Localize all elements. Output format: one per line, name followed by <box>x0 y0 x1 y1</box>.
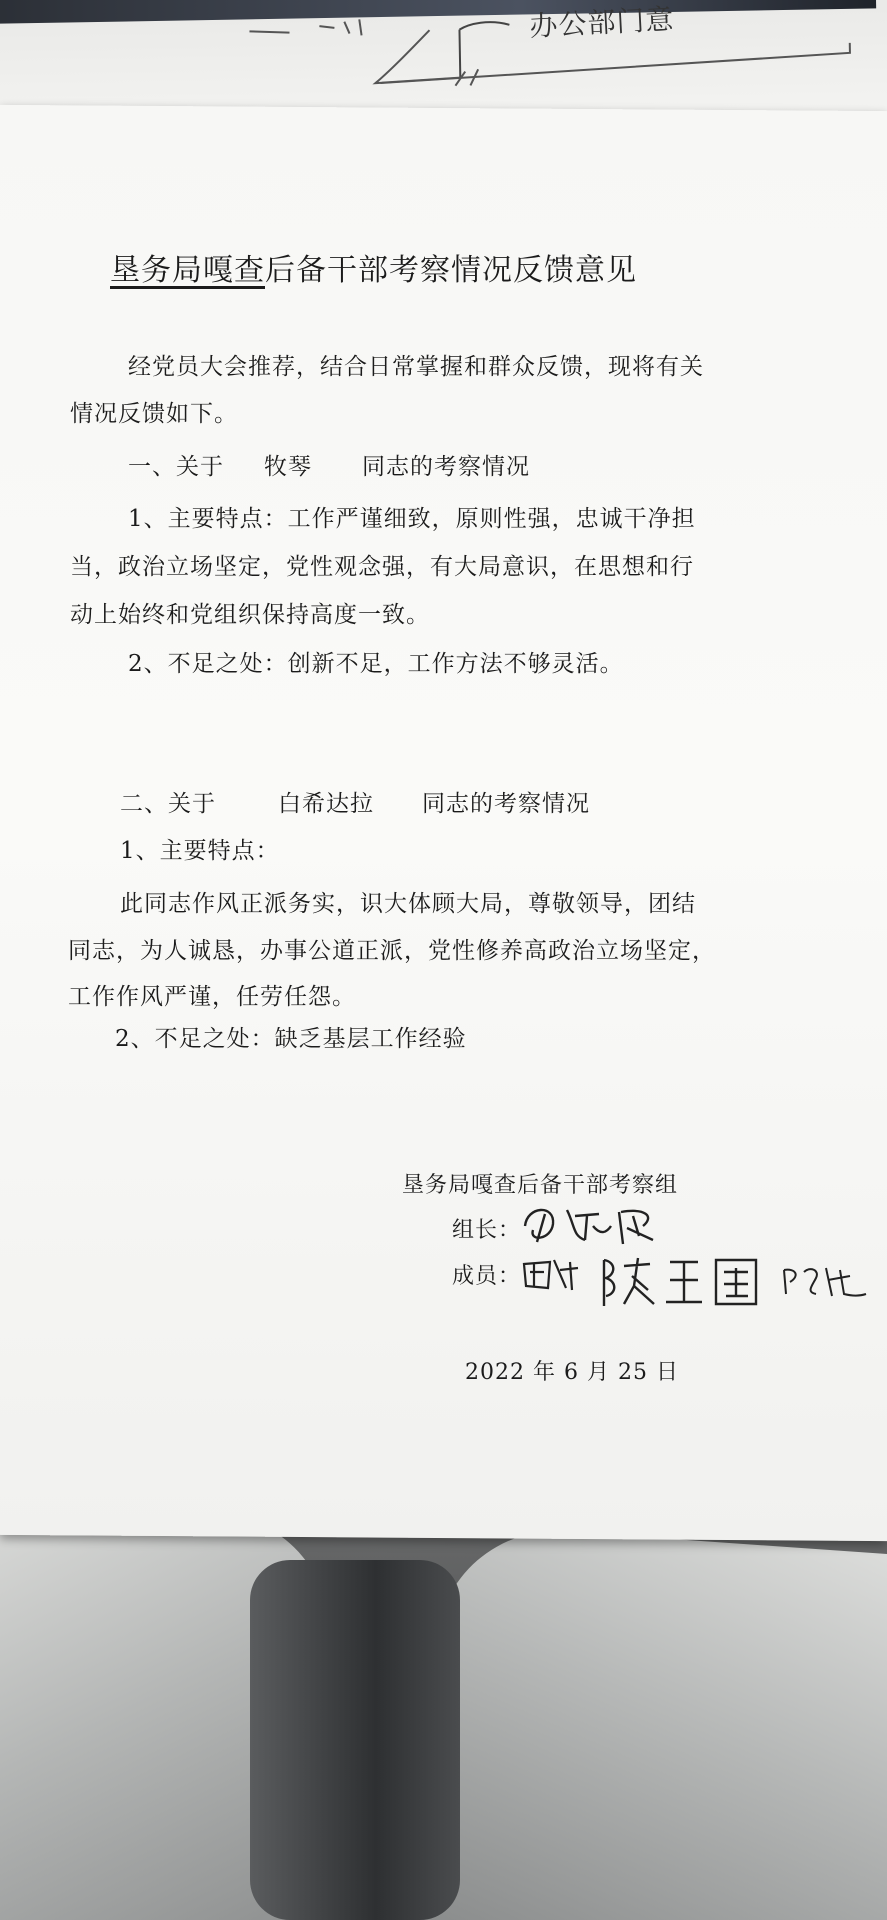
footer-members-label: 成员： <box>452 1264 522 1289</box>
section2-heading-prefix: 二、关于 <box>120 791 216 817</box>
back-sheet-handwriting: 办公部门意 <box>528 2 676 43</box>
section2-heading-suffix: 同志的考察情况 <box>422 791 590 817</box>
intro-line-2: 情况反馈如下。 <box>70 401 238 427</box>
document-page <box>0 105 887 1541</box>
footer-leader-label: 组长： <box>452 1218 522 1243</box>
document-title <box>110 245 637 289</box>
section1-point1-line3: 动上始终和党组织保持高度一致。 <box>70 602 430 628</box>
members-signatures <box>520 1246 870 1316</box>
section2-point1-label: 1、主要特点： <box>120 838 280 864</box>
right-leg <box>417 1523 887 1920</box>
section2-name: 白希达拉 <box>278 791 374 817</box>
section1-point2: 2、不足之处：创新不足，工作方法不够灵活。 <box>128 651 624 677</box>
section1-point1-line1: 1、主要特点：工作严谨细致，原则性强，忠诚干净担 <box>128 506 696 532</box>
section1-point1-line2: 当，政治立场坚定，党性观念强，有大局意识，在思想和行 <box>70 554 694 580</box>
section2-point1-line2: 同志，为人诚恳，办事公道正派，党性修养高政治立场坚定， <box>68 938 716 964</box>
section2-point1-line3: 工作作风严谨，任劳任怨。 <box>68 984 356 1010</box>
section1-heading-suffix: 同志的考察情况 <box>362 454 530 480</box>
trouser-fold <box>250 1560 460 1920</box>
title-underlined-part: 垦务局嘎查 <box>110 253 265 288</box>
footer-date: 2022 年 6 月 25 日 <box>465 1360 679 1385</box>
footer-org: 垦务局嘎查后备干部考察组 <box>402 1173 679 1198</box>
intro-line-1: 经党员大会推荐，结合日常掌握和群众反馈，现将有关 <box>128 354 704 380</box>
section2-point1-line1: 此同志作风正派务实，识大体顾大局，尊敬领导，团结 <box>120 891 696 917</box>
section2-point2: 2、不足之处：缺乏基层工作经验 <box>115 1026 467 1052</box>
section1-heading-prefix: 一、关于 <box>128 454 224 480</box>
section1-heading <box>128 448 530 481</box>
title-rest: 后备干部考察情况反馈意见 <box>265 253 637 288</box>
section2-heading <box>120 785 590 818</box>
section1-name: 牧琴 <box>264 454 312 480</box>
